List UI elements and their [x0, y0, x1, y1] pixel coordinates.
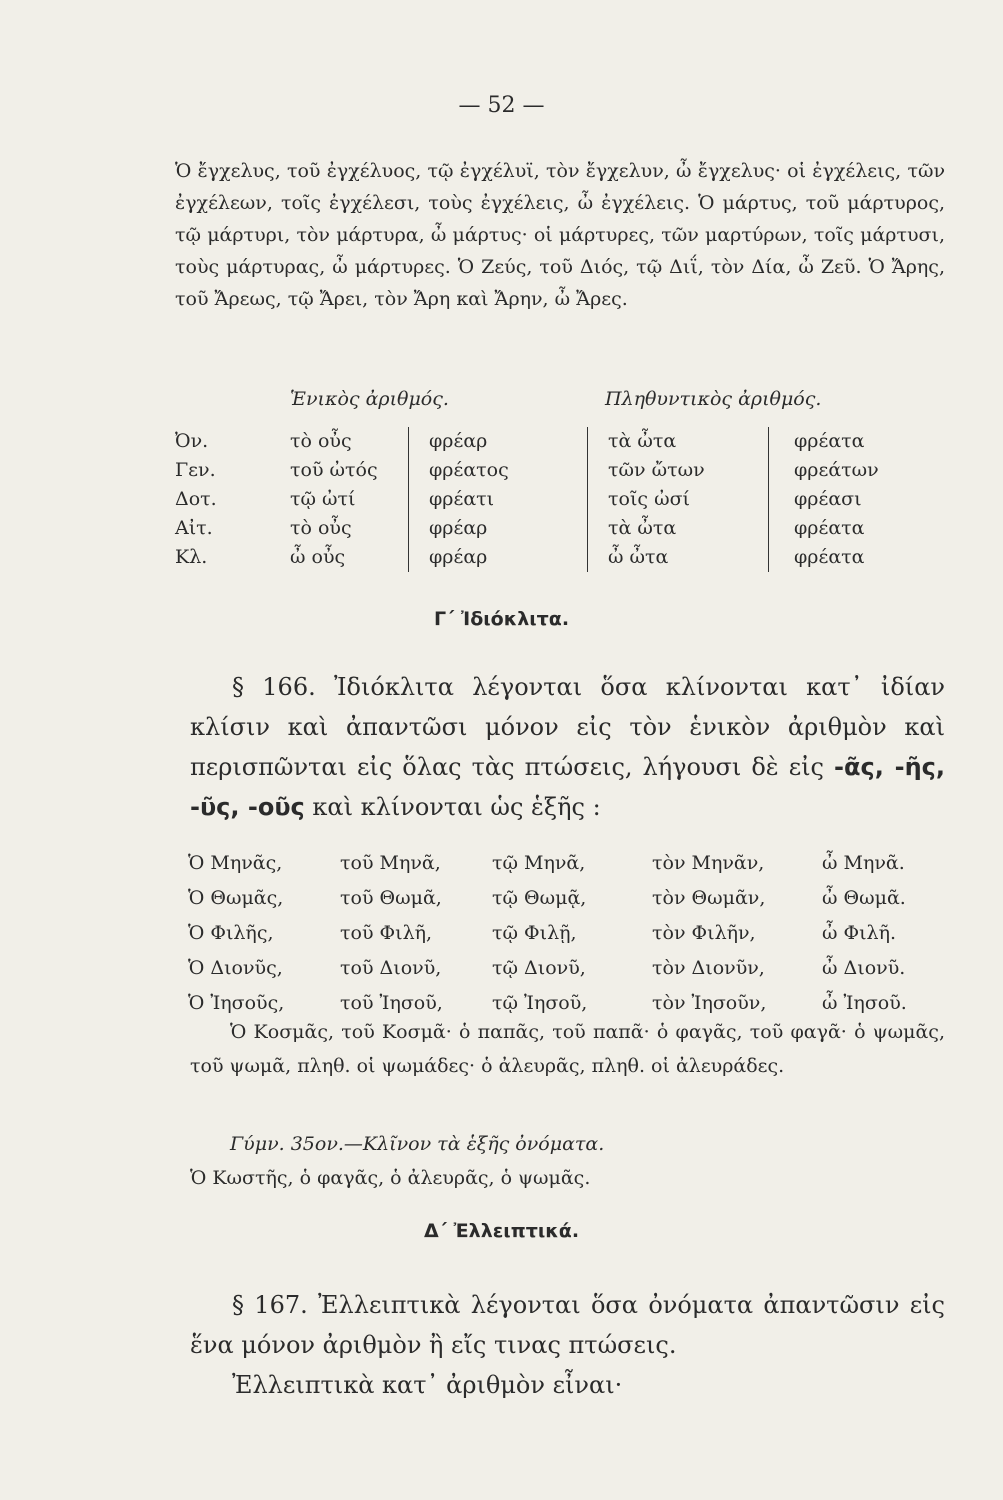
singular-form-1: τὸ οὖς — [290, 430, 352, 452]
vocative: ὦ Διονῦ. — [822, 957, 906, 979]
singular-form-2: φρέαρ — [409, 543, 588, 572]
vocative: ὦ Θωμᾶ. — [822, 887, 906, 909]
dative: τῷ Διονῦ, — [492, 957, 586, 979]
intro-paragraph: Ὁ ἔγχελυς, τοῦ ἐγχέλυος, τῷ ἐγχέλυϊ, τὸν ἔγχελυν, ὦ ἔγχελυς· οἱ ἐγχέλεις, τῶν ἐγχέλεων, τοῖς ἐγχέλεσι, τοὺς ἐγχέλεις, ὦ ἐγχέλεις. Ὁ μάρτυς, τοῦ μάρτυρος, τῷ μάρτυρι, τὸν μάρτυρα, ὦ μάρτυς· οἱ μάρτυρες, τῶν μαρτύρων, τοῖς μάρτυσι, τοὺς μάρτυρας, ὦ μάρτυρες. Ὁ Ζεύς, τοῦ Διός, τῷ Διΐ, τὸν Δία, ὦ Ζεῦ. Ὁ Ἄρης, τοῦ Ἄρεως, τῷ Ἄρει, τὸν Ἄρη καὶ Ἄρην, ὦ Ἄρες. — [175, 160, 945, 310]
section-167-paragraph: § 167. Ἐλλειπτικὰ λέγονται ὅσα ὀνόματα ἀπαντῶσιν εἰς ἕνα μόνον ἀριθμὸν ἢ εἴς τινας πτώσεις. — [190, 1291, 945, 1359]
case-label: Κλ. — [175, 546, 208, 568]
dative: τῷ Μηνᾶ, — [492, 852, 586, 874]
case-label: Δοτ. — [175, 488, 217, 510]
table-row — [175, 485, 924, 514]
section-166-tail: καὶ κλίνονται ὡς ἑξῆς : — [312, 793, 601, 821]
plural-form-2: φρέατα — [769, 514, 925, 543]
nominative: Ὁ Φιλῆς, — [188, 922, 274, 944]
singular-form-1: τῷ ὠτί — [290, 488, 356, 510]
table-row — [188, 916, 932, 951]
section-title-idioklita: Γ΄ Ἰδιόκλιτα. — [433, 608, 570, 630]
nominative: Ὁ Διονῦς, — [188, 957, 283, 979]
section-166-paragraph — [190, 667, 945, 827]
table-row — [188, 846, 932, 881]
plural-form-2: φρέασι — [769, 485, 925, 514]
singular-form-2: φρέαρ — [409, 427, 588, 456]
plural-form-1: τοῖς ὠσί — [588, 485, 769, 514]
table-row — [188, 881, 932, 916]
plural-form-1: τὰ ὦτα — [588, 514, 769, 543]
accusative: τὸν Μηνᾶν, — [652, 852, 765, 874]
singular-form-1: τοῦ ὠτός — [290, 459, 378, 481]
genitive: τοῦ Μηνᾶ, — [340, 852, 441, 874]
vocative: ὦ Φιλῆ. — [822, 922, 897, 944]
plural-form-1: τῶν ὤτων — [588, 456, 769, 485]
exercise-label: Γύμν. 35ον.—Κλῖνον τὰ ἑξῆς ὀνόματα. — [230, 1133, 605, 1155]
dative: τῷ Ἰησοῦ, — [492, 992, 588, 1014]
plural-form-2: φρεάτων — [769, 456, 925, 485]
accusative: τὸν Φιλῆν, — [652, 922, 756, 944]
accusative: τὸν Διονῦν, — [652, 957, 765, 979]
nominative: Ὁ Θωμᾶς, — [188, 887, 284, 909]
table-row — [175, 543, 924, 572]
accusative: τὸν Θωμᾶν, — [652, 887, 766, 909]
table-row — [175, 427, 924, 456]
dative: τῷ Φιλῇ, — [492, 922, 577, 944]
nominative: Ὁ Μηνᾶς, — [188, 852, 283, 874]
case-label: Ὀν. — [175, 430, 209, 452]
nominative: Ὁ Ἰησοῦς, — [188, 992, 285, 1014]
plural-form-2: φρέατα — [769, 543, 925, 572]
vocative: ὦ Μηνᾶ. — [822, 852, 905, 874]
kosmas-paragraph: Ὁ Κοσμᾶς, τοῦ Κοσμᾶ· ὁ παπᾶς, τοῦ παπᾶ· ὁ φαγᾶς, τοῦ φαγᾶ· ὁ ψωμᾶς, τοῦ ψωμᾶ, πληθ. οἱ ψωμάδες· ὁ ἀλευρᾶς, πληθ. οἱ ἀλευράδες. — [190, 1021, 945, 1077]
genitive: τοῦ Θωμᾶ, — [340, 887, 442, 909]
plural-form-1: τὰ ὦτα — [588, 427, 769, 456]
section-167-continuation: Ἐλλειπτικὰ κατ᾽ ἀριθμὸν εἶναι· — [232, 1371, 623, 1399]
vocative: ὦ Ἰησοῦ. — [822, 992, 907, 1014]
page-number: — 52 — — [458, 93, 545, 118]
genitive: τοῦ Φιλῆ, — [340, 922, 433, 944]
plural-form-1: ὦ ὦτα — [588, 543, 769, 572]
section-166-endings: -ᾶς, -ῆς, -ῦς, -οῦς — [190, 753, 945, 821]
names-declension-table — [188, 846, 932, 1021]
case-label: Γεν. — [175, 459, 216, 481]
table-row — [188, 951, 932, 986]
exercise-words: Ὁ Κωστῆς, ὁ φαγᾶς, ὁ ἀλευρᾶς, ὁ ψωμᾶς. — [190, 1167, 591, 1189]
section-166-text: § 166. Ἰδιόκλιτα λέγονται ὅσα κλίνονται κατ᾽ ἰδίαν κλίσιν καὶ ἀπαντῶσι μόνον εἰς τὸν ἑνικὸν ἀριθμὸν καὶ περισπῶνται εἰς ὅλας τὰς πτώσεις, λήγουσι δὲ εἰς — [190, 673, 945, 781]
section-title-elleiptika: Δ΄ Ἐλλειπτικά. — [423, 1220, 580, 1242]
plural-form-2: φρέατα — [769, 427, 925, 456]
dative: τῷ Θωμᾷ, — [492, 887, 587, 909]
singular-form-2: φρέαρ — [409, 514, 588, 543]
table-row — [175, 514, 924, 543]
declension-table — [175, 427, 924, 572]
singular-form-1: ὦ οὖς — [290, 546, 346, 568]
accusative: τὸν Ἰησοῦν, — [652, 992, 767, 1014]
table-row — [175, 456, 924, 485]
singular-form-2: φρέατι — [409, 485, 588, 514]
plural-header: Πληθυντικὸς ἀριθμός. — [605, 388, 822, 410]
genitive: τοῦ Διονῦ, — [340, 957, 442, 979]
exercise-block — [190, 1127, 945, 1195]
singular-form-2: φρέατος — [409, 456, 588, 485]
singular-form-1: τὸ οὖς — [290, 517, 352, 539]
genitive: τοῦ Ἰησοῦ, — [340, 992, 443, 1014]
singular-header: Ἑνικὸς ἀριθμός. — [290, 388, 449, 410]
case-label: Αἰτ. — [175, 517, 213, 539]
